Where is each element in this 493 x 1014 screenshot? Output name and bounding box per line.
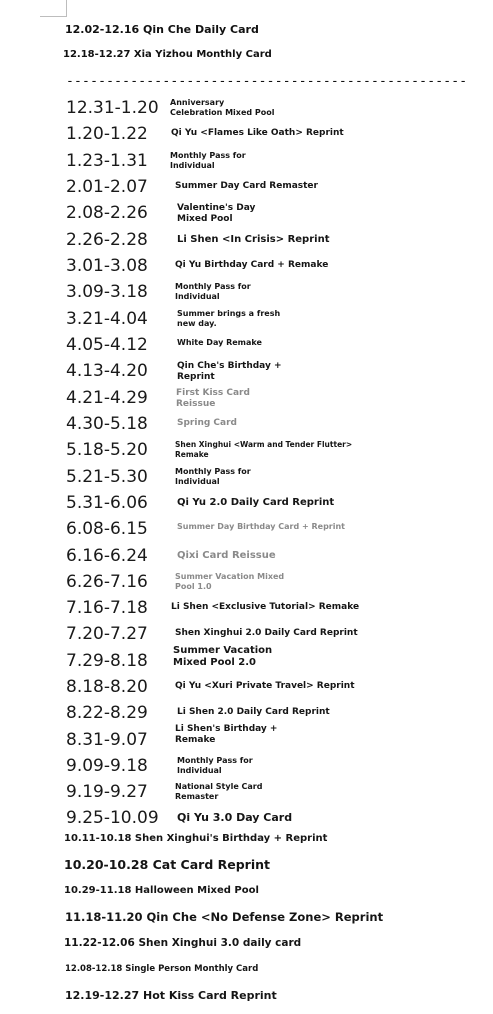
row-desc: Qin Che's Birthday + Reprint (177, 361, 282, 382)
header-line-qin-che: 12.02-12.16 Qin Che Daily Card (65, 23, 259, 36)
row-date: 5.31-6.06 (66, 493, 148, 513)
row-desc: Li Shen 2.0 Daily Card Reprint (177, 707, 330, 717)
row-desc: Qi Yu Birthday Card + Remake (175, 260, 329, 270)
row-desc: Spring Card (177, 418, 237, 428)
row-desc: Qi Yu <Flames Like Oath> Reprint (171, 128, 344, 138)
footer-line: 12.19-12.27 Hot Kiss Card Reprint (65, 989, 277, 1002)
row-desc: Summer Day Birthday Card + Reprint (177, 522, 345, 531)
section-divider: -------------------------------------------------- (66, 74, 468, 89)
row-desc: Summer Day Card Remaster (175, 181, 318, 191)
footer-line: 10.20-10.28 Cat Card Reprint (64, 857, 270, 872)
row-desc: Li Shen <Exclusive Tutorial> Remake (171, 602, 360, 612)
schedule-row (0, 645, 493, 675)
row-date: 1.20-1.22 (66, 124, 148, 144)
schedule-row (0, 201, 493, 227)
page-corner-mark (40, 0, 67, 17)
row-desc: Monthly Pass for Individual (177, 756, 253, 775)
footer-line: 12.08-12.18 Single Person Monthly Card (65, 964, 259, 974)
schedule-row (0, 175, 493, 201)
row-desc: First Kiss Card Reissue (176, 388, 250, 409)
row-date: 6.26-7.16 (66, 572, 148, 592)
schedule-row (0, 675, 493, 701)
schedule-row (0, 438, 493, 464)
row-date: 2.01-2.07 (66, 177, 148, 197)
schedule-row (0, 570, 493, 596)
row-desc: Monthly Pass for Individual (170, 151, 246, 170)
row-date: 9.19-9.27 (66, 782, 148, 802)
schedule-row (0, 806, 493, 832)
row-date: 8.31-9.07 (66, 730, 148, 750)
row-desc: Shen Xinghui <Warm and Tender Flutter> Remake (175, 440, 353, 459)
schedule-row (0, 754, 493, 780)
row-date: 6.16-6.24 (66, 546, 148, 566)
row-date: 1.23-1.31 (66, 151, 148, 171)
row-desc: Qi Yu 2.0 Daily Card Reprint (177, 497, 335, 508)
row-date: 5.21-5.30 (66, 467, 148, 487)
schedule-row (0, 465, 493, 491)
row-date: 6.08-6.15 (66, 519, 148, 539)
row-date: 8.22-8.29 (66, 703, 148, 723)
schedule-row (0, 280, 493, 306)
row-desc: Summer Vacation Mixed Pool 1.0 (175, 572, 285, 591)
header-line-xia-yizhou: 12.18-12.27 Xia Yizhou Monthly Card (63, 49, 272, 60)
schedule-row (0, 254, 493, 280)
schedule-row (0, 307, 493, 333)
row-desc: Li Shen <In Crisis> Reprint (177, 234, 330, 245)
row-date: 4.30-5.18 (66, 414, 148, 434)
row-desc: Anniversary Celebration Mixed Pool (170, 98, 275, 117)
row-date: 8.18-8.20 (66, 677, 148, 697)
row-date: 3.09-3.18 (66, 282, 148, 302)
row-date: 2.08-2.26 (66, 203, 148, 223)
row-date: 7.29-8.18 (66, 651, 148, 671)
footer-line: 10.29-11.18 Halloween Mixed Pool (64, 885, 259, 896)
schedule-row (0, 596, 493, 622)
row-desc: Qixi Card Reissue (177, 550, 276, 561)
schedule-row (0, 412, 493, 438)
schedule-row (0, 491, 493, 517)
schedule-row (0, 386, 493, 412)
row-date: 4.13-4.20 (66, 361, 148, 381)
row-desc: Qi Yu <Xuri Private Travel> Reprint (175, 681, 355, 691)
schedule-row (0, 517, 493, 543)
schedule-row (0, 359, 493, 385)
row-desc: Summer brings a fresh new day. (177, 309, 281, 328)
row-desc: Qi Yu 3.0 Day Card (177, 811, 293, 824)
footer-line: 11.18-11.20 Qin Che <No Defense Zone> Reprint (65, 910, 384, 924)
schedule-row (0, 544, 493, 570)
schedule-row (0, 333, 493, 359)
row-date: 4.05-4.12 (66, 335, 148, 355)
footer-line: 10.11-10.18 Shen Xinghui's Birthday + Reprint (64, 833, 328, 844)
row-desc: Summer Vacation Mixed Pool 2.0 (173, 645, 273, 668)
row-desc: Shen Xinghui 2.0 Daily Card Reprint (175, 628, 358, 638)
row-desc: Li Shen's Birthday + Remake (175, 724, 278, 745)
schedule-row (0, 96, 493, 122)
row-date: 3.01-3.08 (66, 256, 148, 276)
schedule-row (0, 228, 493, 254)
row-date: 12.31-1.20 (66, 98, 159, 118)
row-date: 3.21-4.04 (66, 309, 148, 329)
row-date: 9.09-9.18 (66, 756, 148, 776)
footer-line: 11.22-12.06 Shen Xinghui 3.0 daily card (64, 937, 302, 949)
row-date: 7.16-7.18 (66, 598, 148, 618)
schedule-row (0, 724, 493, 754)
row-desc: Monthly Pass for Individual (175, 467, 251, 486)
row-date: 4.21-4.29 (66, 388, 148, 408)
row-desc: Valentine's Day Mixed Pool (177, 203, 256, 224)
schedule-row (0, 149, 493, 175)
row-date: 7.20-7.27 (66, 624, 148, 644)
row-desc: White Day Remake (177, 338, 262, 347)
row-date: 2.26-2.28 (66, 230, 148, 250)
row-date: 9.25-10.09 (66, 808, 159, 828)
schedule-row (0, 780, 493, 806)
row-date: 5.18-5.20 (66, 440, 148, 460)
schedule-row (0, 122, 493, 148)
row-desc: National Style Card Remaster (175, 782, 263, 801)
row-desc: Monthly Pass for Individual (175, 282, 251, 301)
